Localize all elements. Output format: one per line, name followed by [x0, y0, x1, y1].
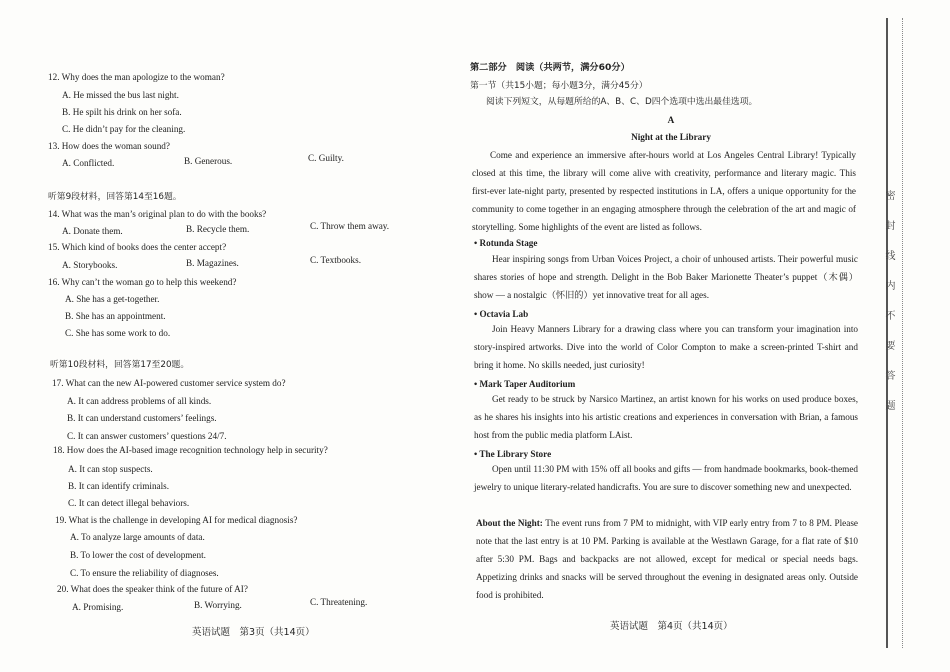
- q15-option-b: B. Magazines.: [186, 258, 239, 268]
- octavia-lab-paragraph: [474, 320, 858, 374]
- q15-stem: 15. Which kind of books does the center accept?: [48, 242, 227, 252]
- section-10-heading: 听第10段材料，回答第17至20题。: [50, 360, 190, 370]
- q14-option-a: A. Donate them.: [62, 226, 123, 236]
- q16-option-c: C. She has some work to do.: [65, 328, 171, 338]
- intro-paragraph: [472, 146, 856, 236]
- q17-option-a: A. It can address problems of all kinds.: [67, 396, 212, 406]
- q18-option-a: A. It can stop suspects.: [68, 464, 153, 474]
- q13-stem: 13. How does the woman sound?: [48, 141, 170, 151]
- q12-option-b: B. He spilt his drink on her sofa.: [62, 107, 182, 117]
- q12-stem: 12. Why does the man apologize to the woman?: [48, 72, 225, 82]
- library-store-heading: • The Library Store: [474, 449, 552, 459]
- binding-margin: [880, 0, 950, 672]
- q17-option-c: C. It can answer customers’ questions 24/7.: [67, 431, 227, 441]
- mark-taper-paragraph: [474, 390, 858, 444]
- mark-taper-text: Get ready to be struck by Narsico Martinez, an artist known for his works on used produce boxes, as he shares his insights into his artistic creations and experiences in conversation with Brian, a famous host from the public media platform LAist.: [474, 394, 858, 440]
- library-store-text: Open until 11:30 PM with 15% off all books and gifts — from handmade bookmarks, book-themed jewelry to unique literary-related handicrafts. You are sure to discover something new and unexpected.: [474, 464, 858, 492]
- right-page: [462, 0, 880, 672]
- about-night-paragraph: [476, 514, 858, 604]
- part-two-title: 第二部分 阅读（共两节，满分60分）: [470, 62, 630, 73]
- q13-option-a: A. Conflicted.: [62, 158, 115, 168]
- q13-option-c: C. Guilty.: [308, 153, 344, 163]
- about-night-text: The event runs from 7 PM to midnight, with VIP early entry from 7 to 8 PM. Please note that the last entry is at 10 PM. Parking is available at the Westlawn Garage, for a flat rate of $10 after 5:30 PM. Bags and backpacks are not allowed, except for medical or special needs bags. Appetizing drinks and snacks will be served throughout the evening in designated areas only. Outside food is prohibited.: [476, 518, 858, 600]
- octavia-lab-heading: • Octavia Lab: [474, 309, 529, 319]
- rotunda-stage-paragraph: [474, 250, 858, 304]
- q19-option-a: A. To analyze large amounts of data.: [70, 532, 205, 542]
- octavia-lab-text: Join Heavy Manners Library for a drawing class where you can transform your imagination into story-inspired artworks. Dive into the world of Color Compton to make a screen-printed T-shirt and bring it home. No skills needed, just curiosity!: [474, 324, 858, 370]
- intro-text: Come and experience an immersive after-hours world at Los Angeles Central Library! Typically closed at this time, the library will come alive with creativity, performance and literary magic. This first-ever late-night party, presented by respected institutions in LA, offers a unique opportunity for the community to come together in an engaging atmosphere through the celebration of the art and magic of storytelling. Some highlights of the event are listed as follows.: [472, 150, 856, 232]
- q20-option-b: B. Worrying.: [194, 600, 242, 610]
- q16-stem: 16. Why can’t the woman go to help this weekend?: [48, 277, 237, 287]
- q14-option-b: B. Recycle them.: [186, 224, 250, 234]
- q14-stem: 14. What was the man’s original plan to do with the books?: [48, 209, 267, 219]
- passage-title: Night at the Library: [631, 132, 711, 142]
- q17-stem: 17. What can the new AI-powered customer service system do?: [52, 378, 286, 388]
- page-4-footer: 英语试题 第4页（共14页）: [610, 621, 733, 632]
- q18-option-b: B. It can identify criminals.: [68, 481, 170, 491]
- passage-letter: A: [667, 115, 675, 125]
- mark-taper-heading: • Mark Taper Auditorium: [474, 379, 576, 389]
- q20-option-c: C. Threatening.: [310, 597, 368, 607]
- section-one-title: 第一节（共15小题；每小题3分，满分45分）: [470, 81, 648, 91]
- library-store-paragraph: [474, 460, 858, 496]
- section-9-heading: 听第9段材料，回答第14至16题。: [48, 192, 182, 202]
- q18-stem: 18. How does the AI-based image recognition technology help in security?: [53, 445, 328, 455]
- binding-notice: 密封线内不要答题: [883, 190, 894, 430]
- q13-option-b: B. Generous.: [184, 156, 233, 166]
- q17-option-b: B. It can understand customers’ feelings.: [67, 413, 217, 423]
- rotunda-stage-text: Hear inspiring songs from Urban Voices Project, a choir of unhoused artists. Their powerful music shares stories of hope and strength. Delight in the Bob Baker Marionette Theater’s puppet（木偶）show — a nostalgic（怀旧的）yet innovative treat for all ages.: [474, 254, 858, 300]
- q19-stem: 19. What is the challenge in developing AI for medical diagnosis?: [55, 515, 298, 525]
- q15-option-c: C. Textbooks.: [310, 255, 361, 265]
- q20-option-a: A. Promising.: [72, 602, 124, 612]
- q12-option-a: A. He missed the bus last night.: [62, 90, 179, 100]
- q19-option-b: B. To lower the cost of development.: [70, 550, 206, 560]
- q18-option-c: C. It can detect illegal behaviors.: [68, 498, 190, 508]
- q19-option-c: C. To ensure the reliability of diagnoses.: [70, 568, 219, 578]
- q15-option-a: A. Storybooks.: [62, 260, 118, 270]
- q20-stem: 20. What does the speaker think of the future of AI?: [57, 584, 248, 594]
- q14-option-c: C. Throw them away.: [310, 221, 390, 231]
- reading-instruction: 阅读下列短文，从每题所给的A、B、C、D四个选项中选出最佳选项。: [486, 97, 758, 107]
- left-page: [0, 0, 462, 672]
- about-night-label: About the Night:: [476, 518, 543, 528]
- page-3-footer: 英语试题 第3页（共14页）: [192, 627, 315, 638]
- rotunda-stage-heading: • Rotunda Stage: [474, 238, 538, 248]
- q16-option-a: A. She has a get-together.: [65, 294, 160, 304]
- q16-option-b: B. She has an appointment.: [65, 311, 166, 321]
- q12-option-c: C. He didn’t pay for the cleaning.: [62, 124, 186, 134]
